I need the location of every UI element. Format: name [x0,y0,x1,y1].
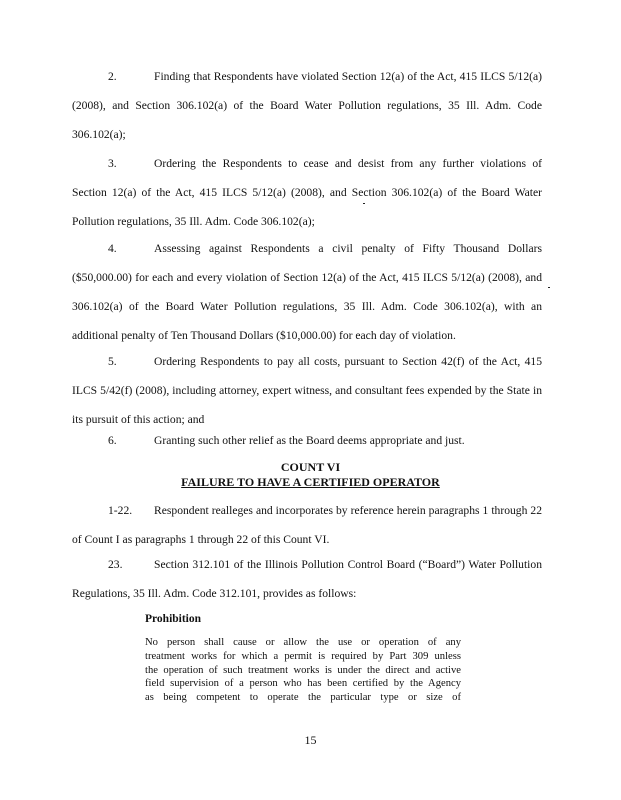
item-text: Ordering the Respondents to cease and desist from any further violations of Section 12(a) of the Act, 415 ILCS 5/12(a) (2008), and Section 306.102(a) of the Board Water Pollution regulations, 35 Ill. Adm. Code 306.102(a); [72,157,542,228]
paragraph-number: 1-22. [108,504,133,517]
scan-speck [548,287,550,288]
quote-title: Prohibition [145,613,202,625]
quote-line: treatment works for which a permit is required by Part 309 unless [145,650,461,662]
paragraph-23 [72,550,542,608]
item-text: Assessing against Respondents a civil penalty of Fifty Thousand Dollars ($50,000.00) for each and every violation of Section 12(a) of the Act, 415 ILCS 5/12(a) (2008), and 306.102(a) of the Board Water Pollution regulations, 35 Ill. Adm. Code 306.102(a), with an additional penalty of Ten Thousand Dollars ($10,000.00) for each day of violation. [72,242,542,342]
quote-line: as being competent to operate the particular type or size of [145,692,461,704]
quote-line: No person shall cause or allow the use or operation of any [145,637,461,648]
page-number: 15 [304,733,317,747]
item-number: 5. [108,355,117,368]
paragraph-1-22 [72,496,542,554]
item-number: 6. [108,434,117,447]
paragraph-text: Section 312.101 of the Illinois Pollution Control Board (“Board”) Water Pollution Regulations, 35 Ill. Adm. Code 312.101, provides as follows: [72,558,542,600]
quote-line: the operation of such treatment works is under the direct and active [145,664,461,676]
item-number: 2. [108,70,117,83]
item-number: 4. [108,242,117,255]
prayer-item-2 [72,62,542,149]
item-text: Finding that Respondents have violated Section 12(a) of the Act, 415 ILCS 5/12(a) (2008), and Section 306.102(a) of the Board Water Pollution regulations, 35 Ill. Adm. Code 306.102(a); [72,70,542,141]
prayer-item-5 [72,347,542,434]
paragraph-text: Respondent realleges and incorporates by reference herein paragraphs 1 through 22 of Count I as paragraphs 1 through 22 of this Count VI. [72,504,542,546]
count-title: COUNT VI [280,460,341,474]
prayer-item-3 [72,149,542,236]
prayer-item-6 [72,426,542,455]
item-number: 3. [108,157,117,170]
block-quote [145,636,461,705]
quote-line: field supervision of a person who has been certified by the Agency [145,678,461,690]
item-text: Ordering Respondents to pay all costs, pursuant to Section 42(f) of the Act, 415 ILCS 5/42(f) (2008), including attorney, expert witness, and consultant fees expended by the State in its pursuit of this action; and [72,355,542,426]
scan-speck [363,203,365,204]
prayer-item-4 [72,234,542,350]
item-text: Granting such other relief as the Board deems appropriate and just. [154,434,465,447]
count-subtitle: FAILURE TO HAVE A CERTIFIED OPERATOR [181,475,440,489]
paragraph-number: 23. [108,558,123,571]
